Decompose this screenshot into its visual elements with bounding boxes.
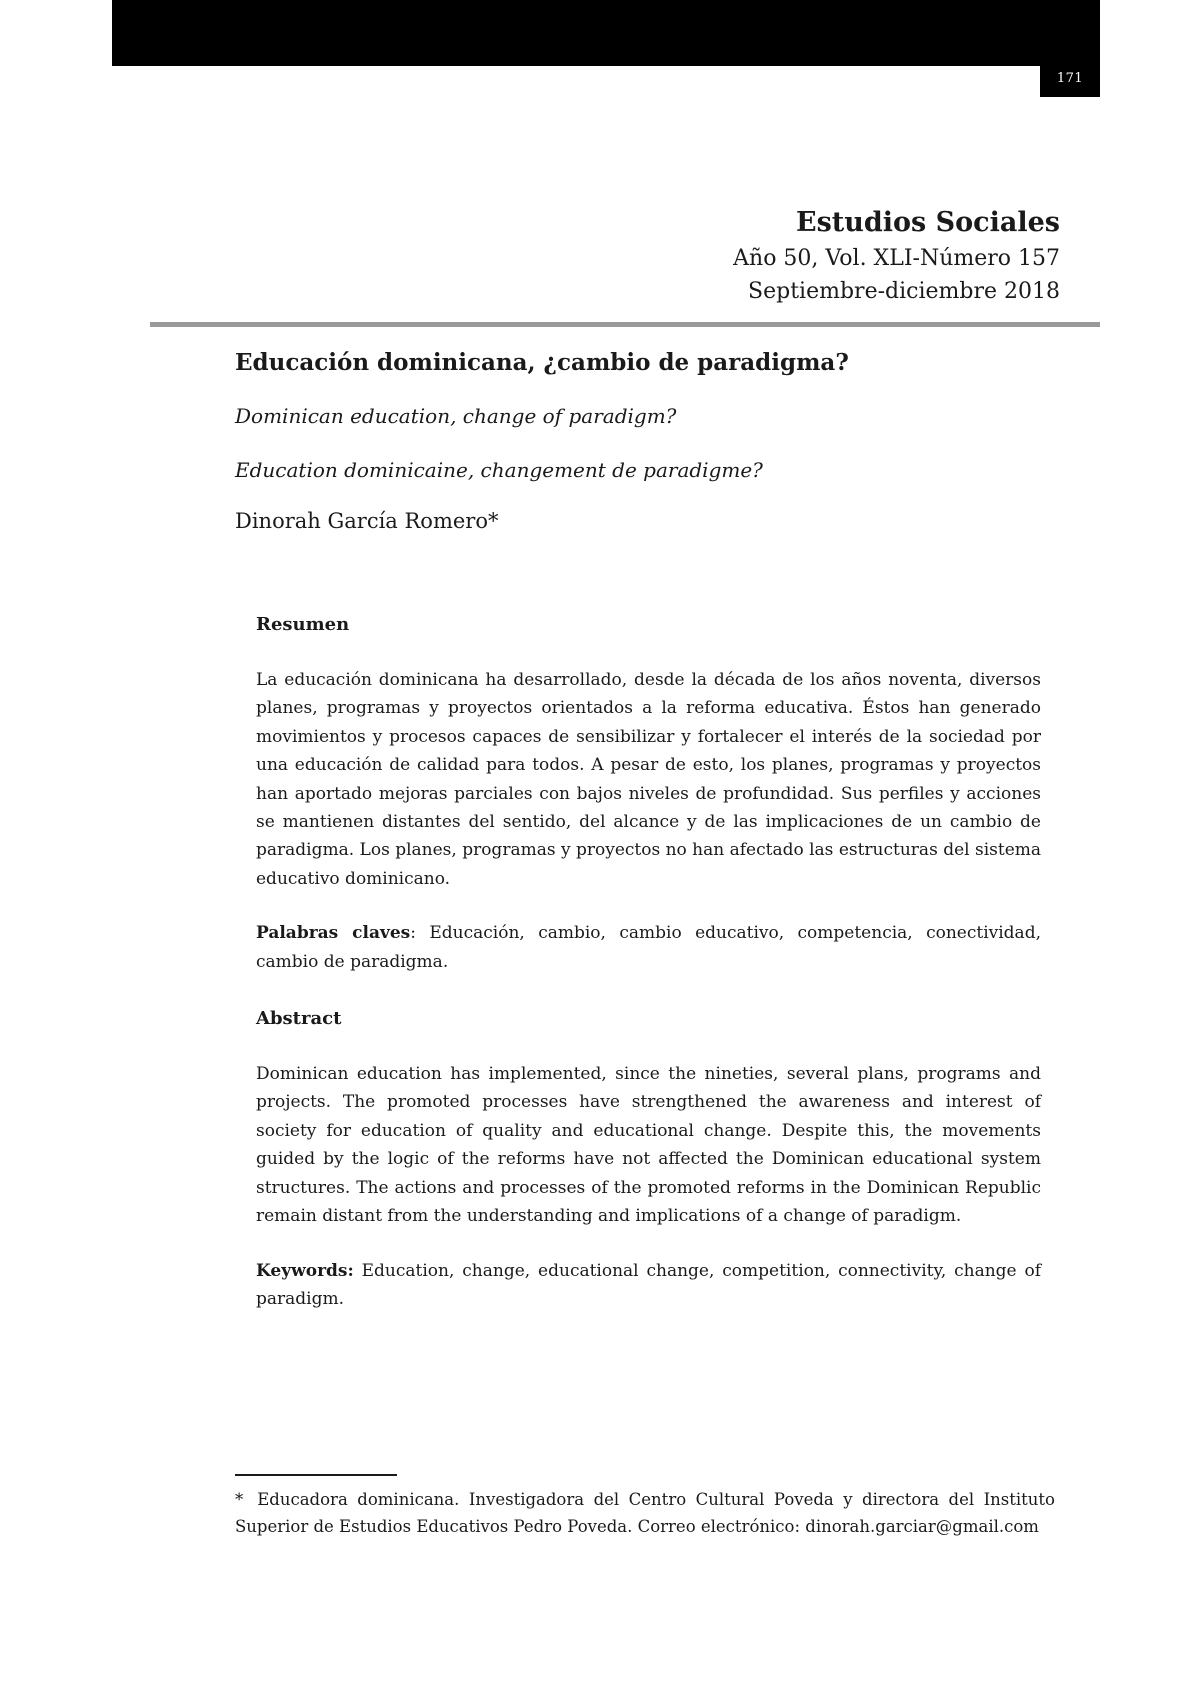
header-black-bar (112, 0, 1100, 66)
header-divider (150, 322, 1100, 327)
article-body (256, 612, 1041, 1339)
resumen-keywords-list: : Educación, cambio, cambio educativo, competencia, conectividad, cambio de paradigma. (256, 923, 1041, 972)
footnote-divider (235, 1474, 397, 1476)
resumen-heading: Resumen (256, 614, 350, 635)
journal-issue: Año 50, Vol. XLI-Número 157 (733, 246, 1060, 271)
resumen-keywords (256, 919, 1041, 976)
page-number: 171 (1040, 60, 1100, 97)
abstract-keywords-list: Education, change, educational change, competition, connectivity, change of paradigm. (256, 1260, 1041, 1309)
footnote-marker: * (235, 1490, 244, 1509)
article-title-english: Dominican education, change of paradigm? (235, 404, 677, 428)
resumen-text: La educación dominicana ha desarrollado, desde la década de los años noventa, diversos planes, programas y proyectos orientados a la reforma educativa. Éstos han generado movimientos y procesos capaces de sensibilizar y fortalecer el interés de la sociedad por una educación de calidad para todos. A pesar de esto, los planes, programas y proyectos han aportado mejoras parciales con bajos niveles de profundidad. Sus perfiles y acciones se mantienen distantes del sentido, del alcance y de las implicaciones de un cambio de paradigma. Los planes, programas y proyectos no han afectado las estructuras del sistema educativo dominicano. (256, 670, 1042, 889)
abstract-keywords-label: Keywords: (256, 1260, 354, 1281)
abstract-text: Dominican education has implemented, since the nineties, several plans, programs and projects. The promoted processes have strengthened the awareness and interest of society for education of quality and educational change. Despite this, the movements guided by the logic of the reforms have not affected the Dominican educational system structures. The actions and processes of the promoted reforms in the Dominican Republic remain distant from the understanding and implications of a change of paradigm. (256, 1064, 1041, 1227)
abstract-keywords (256, 1257, 1041, 1314)
footnote (235, 1486, 1055, 1540)
abstract-heading: Abstract (256, 1008, 342, 1030)
journal-title: Estudios Sociales (796, 207, 1060, 238)
journal-date: Septiembre-diciembre 2018 (748, 279, 1060, 304)
resumen-keywords-label: Palabras claves (256, 923, 411, 944)
journal-info (733, 204, 1060, 308)
footnote-text: Educadora dominicana. Investigadora del Centro Cultural Poveda y directora del Instituto Superior de Estudios Educativos Pedro Poveda. Correo electrónico: dinorah.garciar@gmail.com (235, 1490, 1055, 1536)
article-title-french: Education dominicaine, changement de paradigme? (235, 458, 763, 482)
author-name: Dinorah García Romero* (235, 509, 499, 533)
article-title: Educación dominicana, ¿cambio de paradigma? (235, 349, 849, 376)
